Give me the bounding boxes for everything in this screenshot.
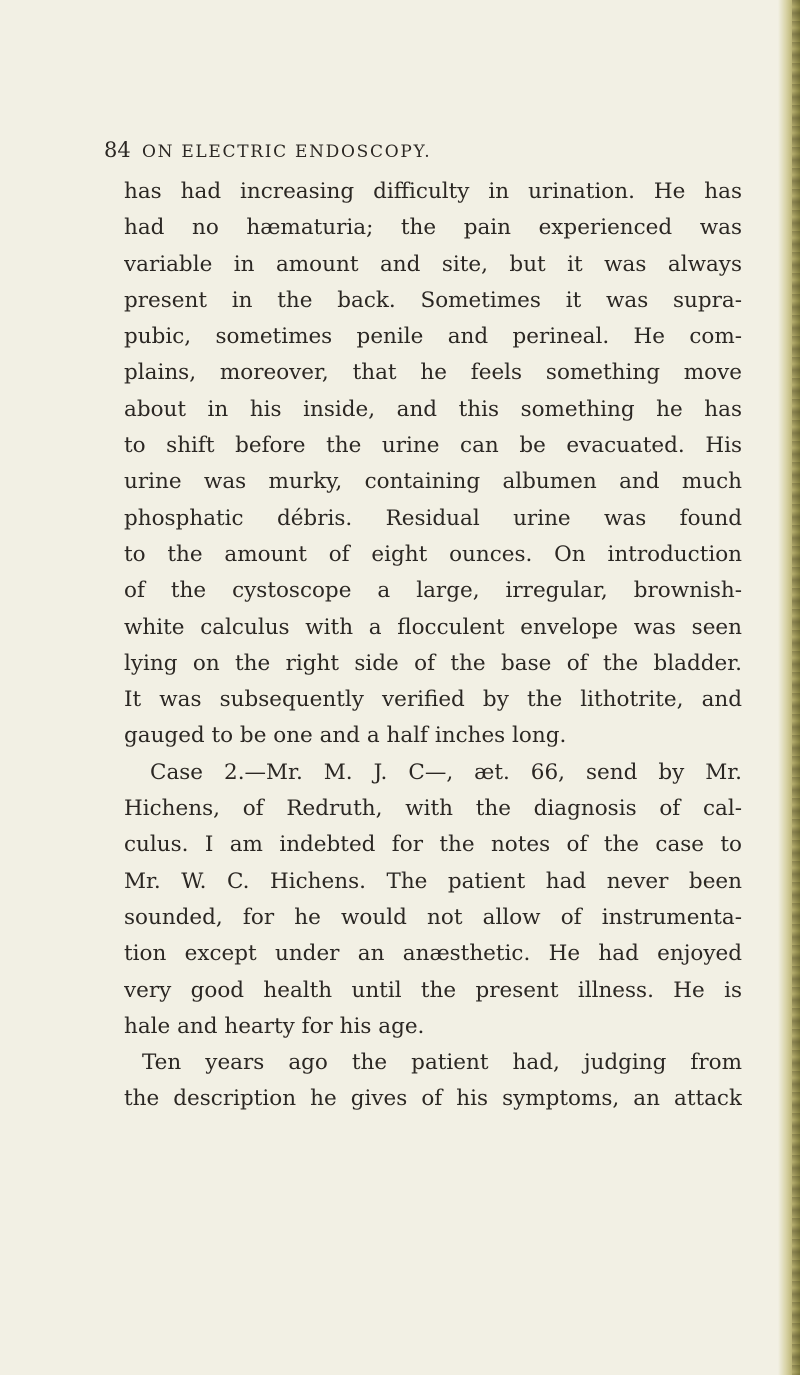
text-line: has had increasing difficulty in urination. He has <box>124 179 742 204</box>
text-line: of the cystoscope a large, irregular, brownish- <box>124 578 742 604</box>
page-edge-speckle <box>792 0 800 1375</box>
text-line: Mr. W. C. Hichens. The patient had never been <box>124 868 742 894</box>
text-line: gauged to be one and a half inches long. <box>124 723 567 749</box>
text-line: lying on the right side of the base of the bladder. <box>124 650 742 676</box>
text-line: the description he gives of his symptoms, an attack <box>124 1086 742 1112</box>
text-line: present in the back. Sometimes it was supra- <box>124 287 742 313</box>
text-line: It was subsequently verified by the lithotrite, and <box>124 687 742 713</box>
body-text <box>124 174 742 1118</box>
text-line: hale and hearty for his age. <box>124 1013 425 1039</box>
text-line-case-heading: Case 2.—Mr. M. J. C—, æt. 66, send by Mr. <box>150 759 742 785</box>
text-line: culus. I am indebted for the notes of the case to <box>124 832 742 858</box>
text-line: plains, moreover, that he feels something move <box>124 360 742 386</box>
text-line-paragraph-start: Ten years ago the patient had, judging from <box>142 1050 742 1076</box>
text-line: had no hæmaturia; the pain experienced was <box>124 215 742 241</box>
page-number: 84 <box>104 138 131 162</box>
running-head <box>104 136 744 166</box>
text-line: tion except under an anæsthetic. He had enjoyed <box>124 941 742 967</box>
text-line: pubic, sometimes penile and perineal. He com- <box>124 324 742 350</box>
text-line: sounded, for he would not allow of instrumenta- <box>124 904 742 930</box>
running-head-title: ON ELECTRIC ENDOSCOPY. <box>142 142 432 162</box>
text-line: Hichens, of Redruth, with the diagnosis of cal- <box>124 796 742 822</box>
text-line: to the amount of eight ounces. On introduction <box>124 541 742 567</box>
text-line: to shift before the urine can be evacuated. His <box>124 433 742 459</box>
text-line: variable in amount and site, but it was always <box>124 251 742 277</box>
text-line: urine was murky, containing albumen and much <box>124 469 742 495</box>
text-line: very good health until the present illness. He is <box>124 977 742 1003</box>
text-line: about in his inside, and this something he has <box>124 396 742 422</box>
text-line: phosphatic débris. Residual urine was found <box>124 505 742 531</box>
text-line: white calculus with a flocculent envelope was seen <box>124 614 742 640</box>
